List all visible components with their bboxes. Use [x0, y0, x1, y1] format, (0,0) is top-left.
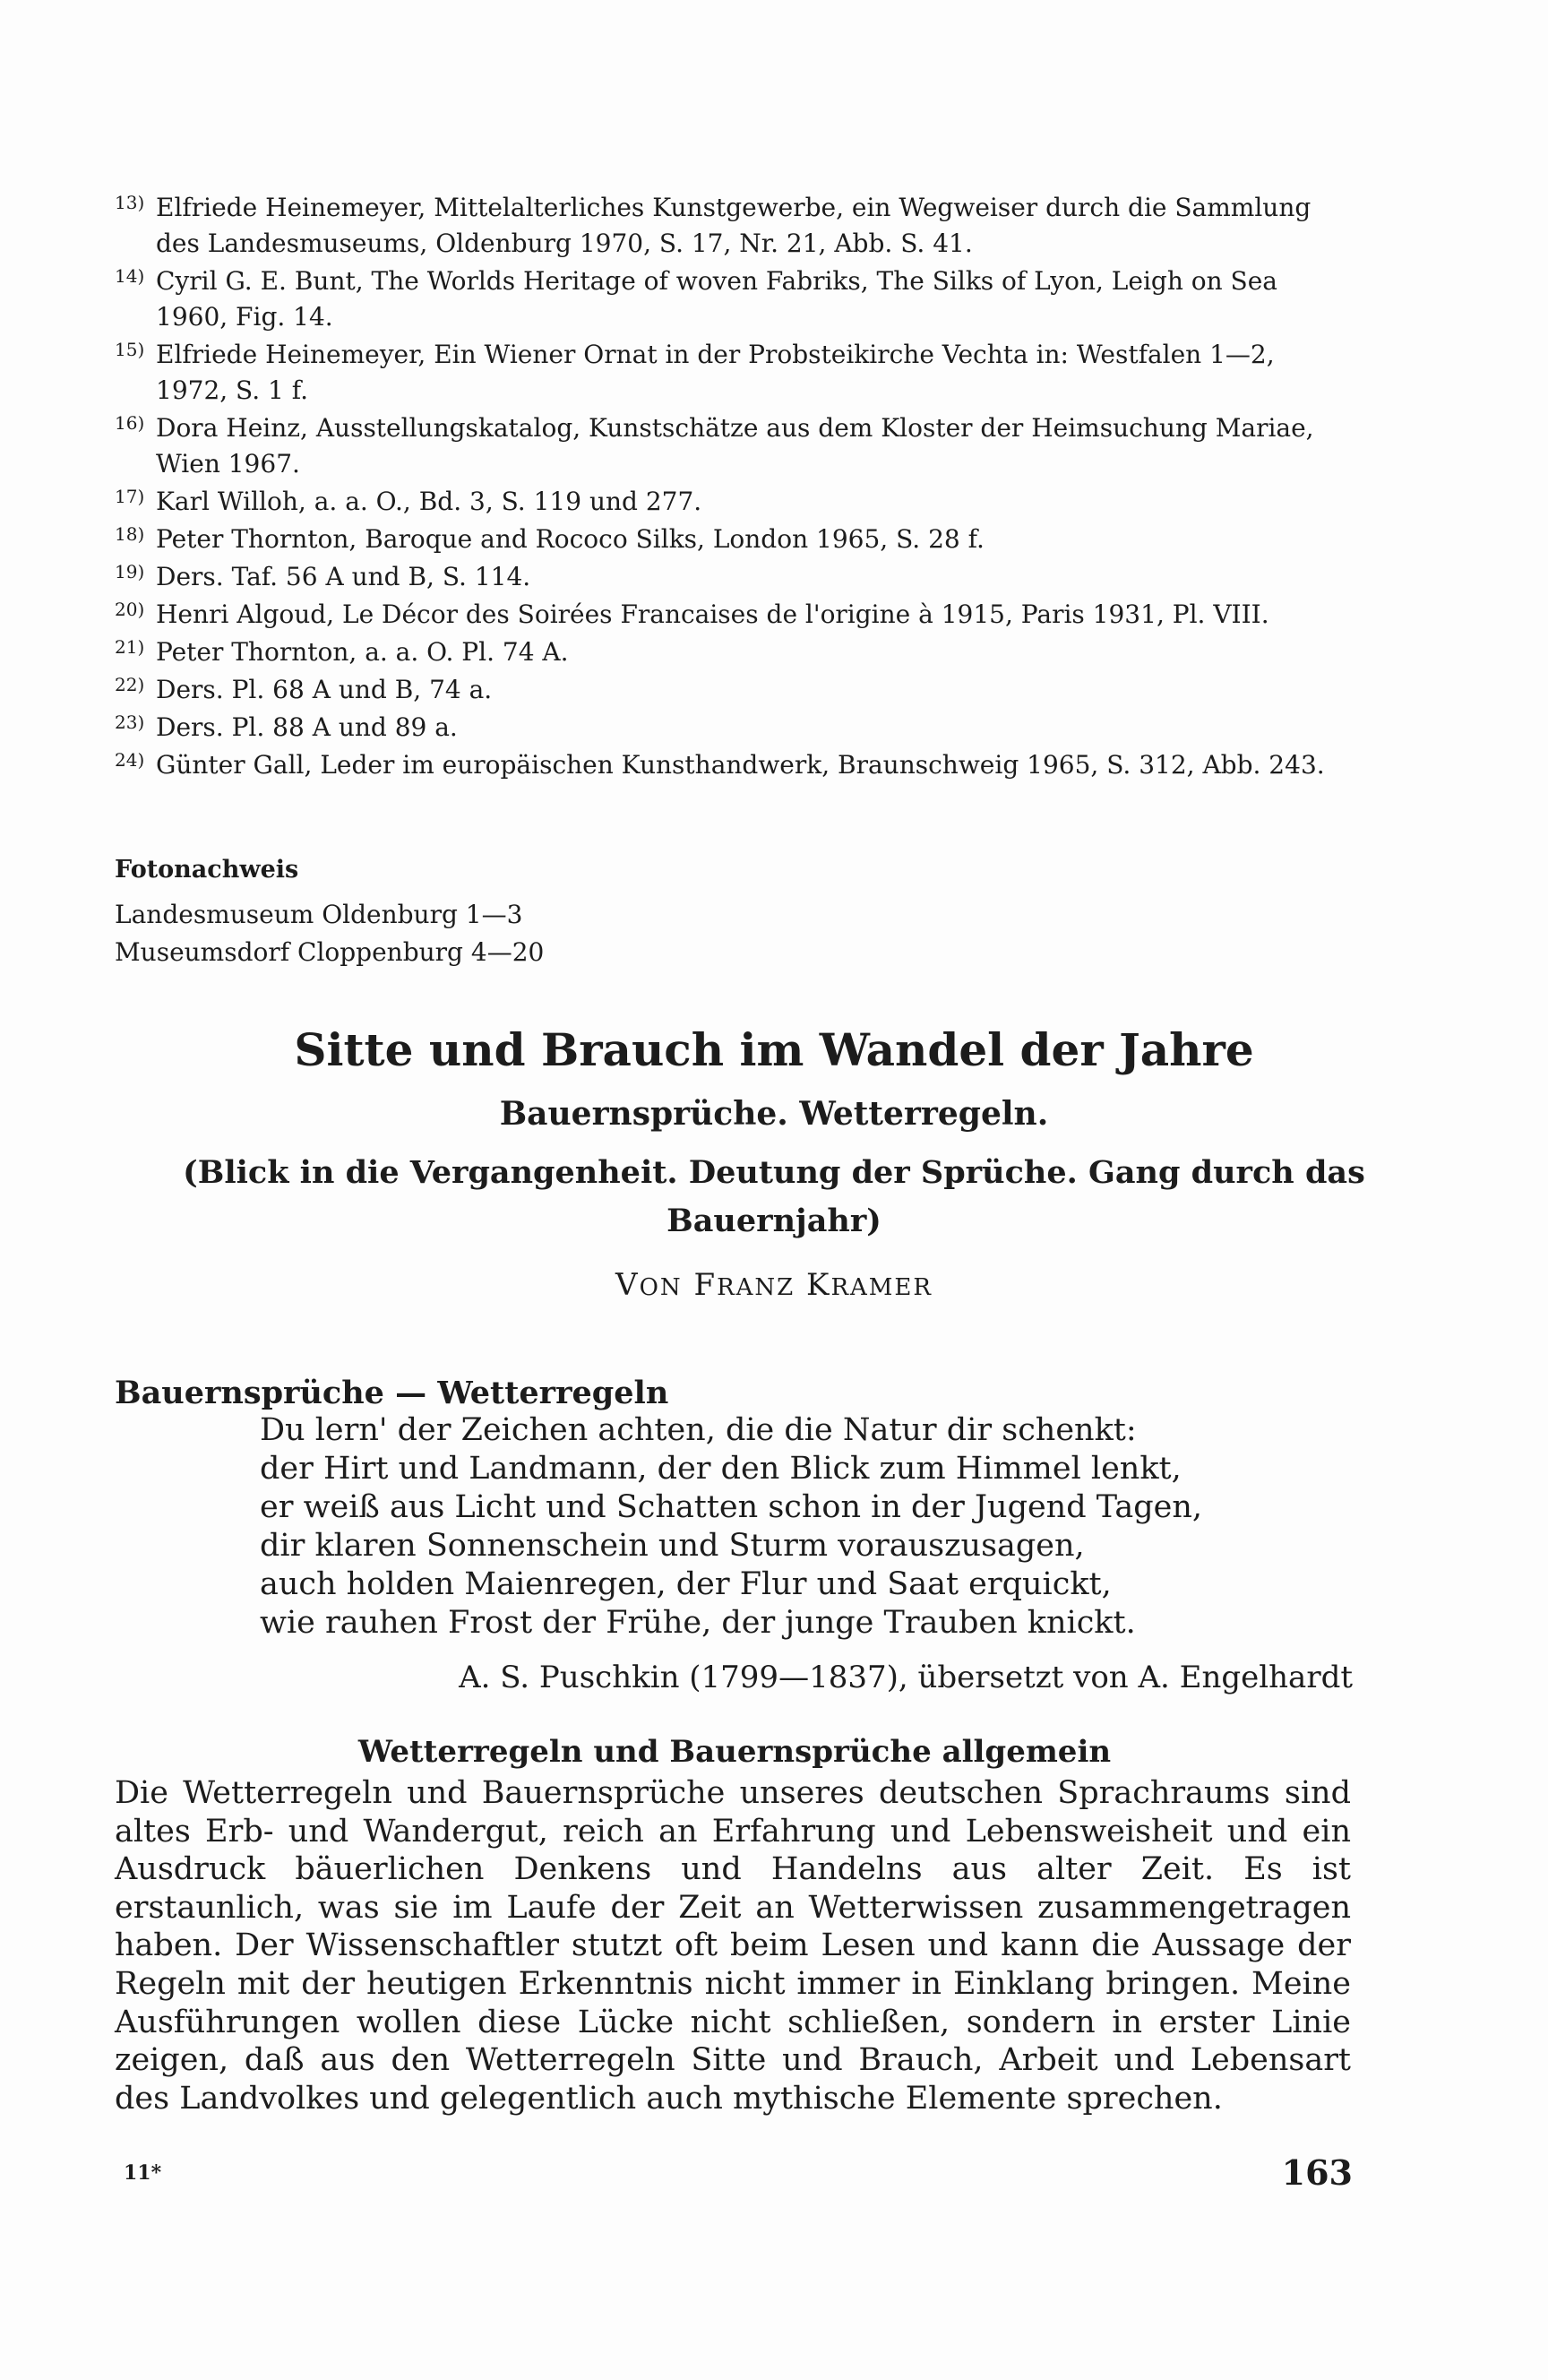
author-von-initial: V	[615, 1267, 640, 1303]
footnote	[115, 747, 1351, 783]
footnote	[115, 263, 1351, 335]
footnote	[115, 190, 1351, 262]
footnote	[115, 337, 1351, 409]
section-heading: Wetterregeln und Bauernsprüche allgemein	[357, 1734, 1112, 1770]
footnote-number: 15)	[115, 339, 145, 360]
footnote-text: Ders. Pl. 88 A und 89 a.	[156, 712, 458, 742]
footnote	[115, 597, 1351, 633]
footnote	[115, 634, 1351, 670]
footnote-number: 19)	[115, 561, 145, 582]
author-last-initial: K	[806, 1267, 831, 1303]
author-von-rest: ON	[639, 1274, 683, 1301]
footnote-text: Elfriede Heinemeyer, Ein Wiener Ornat in der Probsteikirche Vechta in: Westfalen 1—2, 1972, S. 1 f.	[156, 340, 1275, 405]
poem-line: wie rauhen Frost der Frühe, der junge Trauben knickt.	[260, 1605, 1136, 1641]
section-heading: Bauernsprüche — Wetterregeln	[115, 1375, 669, 1411]
photo-credit-line: Museumsdorf Cloppenburg 4—20	[115, 937, 545, 967]
photo-credit-line: Landesmuseum Oldenburg 1—3	[115, 900, 523, 929]
footnote-text: Dora Heinz, Ausstellungskatalog, Kunstschätze aus dem Kloster der Heimsuchung Mariae, Wien 1967.	[156, 413, 1314, 479]
photo-credits	[115, 851, 831, 971]
footnote	[115, 522, 1351, 557]
footnote-number: 16)	[115, 412, 145, 434]
footnote-text: Cyril G. E. Bunt, The Worlds Heritage of woven Fabriks, The Silks of Lyon, Leigh on Sea 1960, Fig. 14.	[156, 266, 1278, 332]
poem-line: der Hirt und Landmann, der den Blick zum Himmel lenkt,	[260, 1451, 1182, 1487]
article-title: Sitte und Brauch im Wandel der Jahre	[294, 1023, 1254, 1076]
poem-line: Du lern' der Zeichen achten, die die Natur dir schenkt:	[260, 1412, 1137, 1448]
footnote	[115, 484, 1351, 520]
footnote-text: Ders. Taf. 56 A und B, S. 114.	[156, 562, 531, 591]
footnote	[115, 672, 1351, 708]
photo-credits-heading: Fotonachweis	[115, 856, 299, 884]
footnote-number: 20)	[115, 599, 145, 620]
poem	[260, 1411, 1335, 1643]
footnote-text: Karl Willoh, a. a. O., Bd. 3, S. 119 und 277.	[156, 487, 702, 516]
footnote-number: 18)	[115, 523, 145, 545]
footnote-text: Henri Algoud, Le Décor des Soirées Francaises de l'origine à 1915, Paris 1931, Pl. VIII.	[156, 599, 1269, 629]
footnote-number: 23)	[115, 711, 145, 733]
sheet-signature: 11*	[124, 2161, 162, 2185]
author-byline	[0, 1263, 1548, 1309]
footnote	[115, 710, 1351, 746]
article-subtitle: Bauernsprüche. Wetterregeln.	[499, 1095, 1049, 1133]
footnote	[115, 410, 1351, 482]
author-first-rest: RANZ	[717, 1274, 796, 1301]
author-last-rest: RAMER	[830, 1274, 933, 1301]
footnote-text: Peter Thornton, Baroque and Rococo Silks, London 1965, S. 28 f.	[156, 524, 985, 554]
footnote-text: Ders. Pl. 68 A und B, 74 a.	[156, 675, 493, 704]
footnote-number: 13)	[115, 192, 145, 213]
footnote-number: 21)	[115, 636, 145, 658]
poem-line: auch holden Maienregen, der Flur und Saat erquickt,	[260, 1566, 1112, 1602]
footnote-text: Peter Thornton, a. a. O. Pl. 74 A.	[156, 637, 569, 667]
footnote-text: Günter Gall, Leder im europäischen Kunsthandwerk, Braunschweig 1965, S. 312, Abb. 243.	[156, 750, 1325, 780]
poem-line: dir klaren Sonnenschein und Sturm vorauszusagen,	[260, 1528, 1085, 1564]
footnote	[115, 559, 1351, 595]
author-first-initial: F	[693, 1267, 718, 1303]
footnote-number: 22)	[115, 674, 145, 695]
footnote-text: Elfriede Heinemeyer, Mittelalterliches Kunstgewerbe, ein Wegweiser durch die Sammlung des Landesmuseums, Oldenburg 1970, S. 17, Nr. 21, Abb. S. 41.	[156, 193, 1312, 258]
footnote-number: 24)	[115, 749, 145, 771]
page-number: 163	[1281, 2152, 1353, 2193]
poem-line: er weiß aus Licht und Schatten schon in der Jugend Tagen,	[260, 1489, 1203, 1525]
body-paragraph: Die Wetterregeln und Bauernsprüche unseres deutschen Sprachraums sind altes Erb- und Wandergut, reich an Erfahrung und Lebensweisheit und ein Ausdruck bäuerlichen Denkens und Handelns aus alter Zeit. Es ist erstaunlich, was sie im Laufe der Zeit an Wetterwissen zusammengetragen haben. Der Wissenschaftler stutzt oft beim Lesen und kann die Aussage der Regeln mit der heutigen Erkenntnis nicht immer in Einklang bringen. Meine Ausführungen wollen diese Lücke nicht schließen, sondern in erster Linie zeigen, daß aus den Wetterregeln Sitte und Brauch, Arbeit und Lebensart des Landvolkes und gelegentlich auch mythische Elemente sprechen.	[115, 1775, 1351, 2117]
footnote-number: 17)	[115, 486, 145, 507]
article-subtitle-parenthetical: (Blick in die Vergangenheit. Deutung der Sprüche. Gang durch das Bauernjahr)	[183, 1154, 1365, 1239]
footnote-number: 14)	[115, 265, 145, 287]
poem-attribution: A. S. Puschkin (1799—1837), übersetzt von A. Engelhardt	[459, 1660, 1353, 1695]
footnotes	[115, 190, 1351, 785]
